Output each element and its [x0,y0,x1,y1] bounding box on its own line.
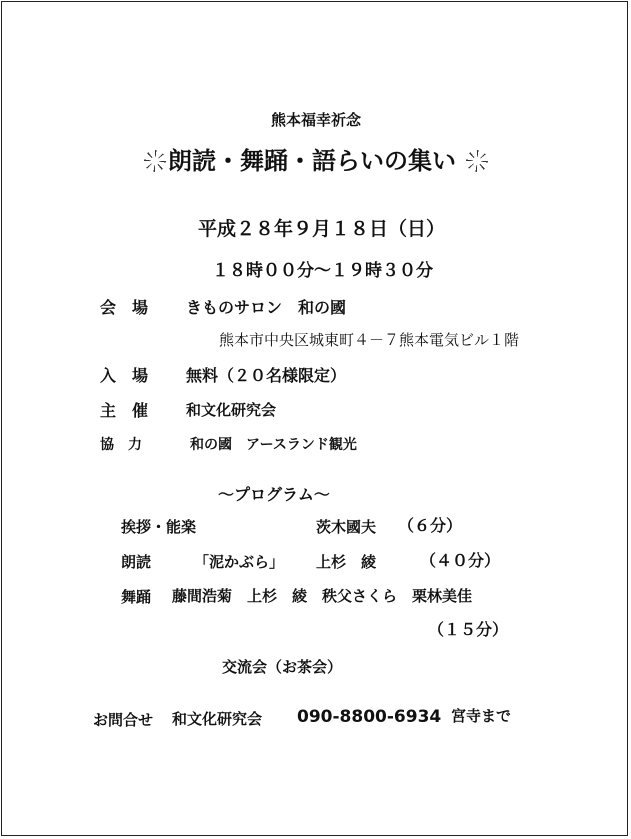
cooperation-label: 協 力 [100,437,142,453]
organizer-value: 和文化研究会 [186,401,277,419]
program-item-reading-duration: （４０分） [420,551,501,570]
venue-value: きものサロン 和の國 [186,298,347,317]
venue-label: 会 場 [100,298,149,317]
program-item-reading-title: 「泥かぶら」 [194,553,285,571]
program-item-dance-name: 舞踊 [121,588,152,606]
program-item-reading-performer: 上杉 綾 [316,553,377,571]
program-item-greeting-name: 挨拶・能楽 [121,518,197,536]
cooperation-value: 和の國 アースランド観光 [190,437,357,453]
event-time: １８時００分～１９時３０分 [212,261,433,281]
admission-label: 入 場 [100,366,149,385]
organizer-label: 主 催 [100,401,149,420]
flower-right-icon [466,150,488,172]
program-item-greeting-duration: （６分） [398,516,463,535]
program-heading: ～プログラム～ [218,485,330,504]
program-item-dance-duration: （１５分） [428,620,509,639]
program-item-dance-performer: 藤間浩菊 上杉 綾 秩父さくら 栗林美佳 [172,587,473,605]
contact-phone: 090-8800-6934 [297,707,442,727]
admission-value: 無料（２０名様限定） [186,366,347,385]
venue-address: 熊本市中央区城東町４－７熊本電気ビル１階 [219,331,520,349]
event-title: 朗読・舞踊・語らいの集い [168,147,456,175]
program-item-reading-name: 朗読 [121,553,152,571]
contact-org: 和文化研究会 [172,710,263,728]
social-gathering: 交流会（お茶会） [222,658,343,676]
contact-label: お問合せ [93,711,154,729]
program-item-greeting-performer: 茨木國夫 [316,518,377,536]
subtitle: 熊本福幸祈念 [271,111,362,129]
flower-left-icon [144,150,166,172]
contact-person: 宮寺まで [451,707,512,725]
event-date: 平成２８年９月１８日（日） [198,218,446,240]
